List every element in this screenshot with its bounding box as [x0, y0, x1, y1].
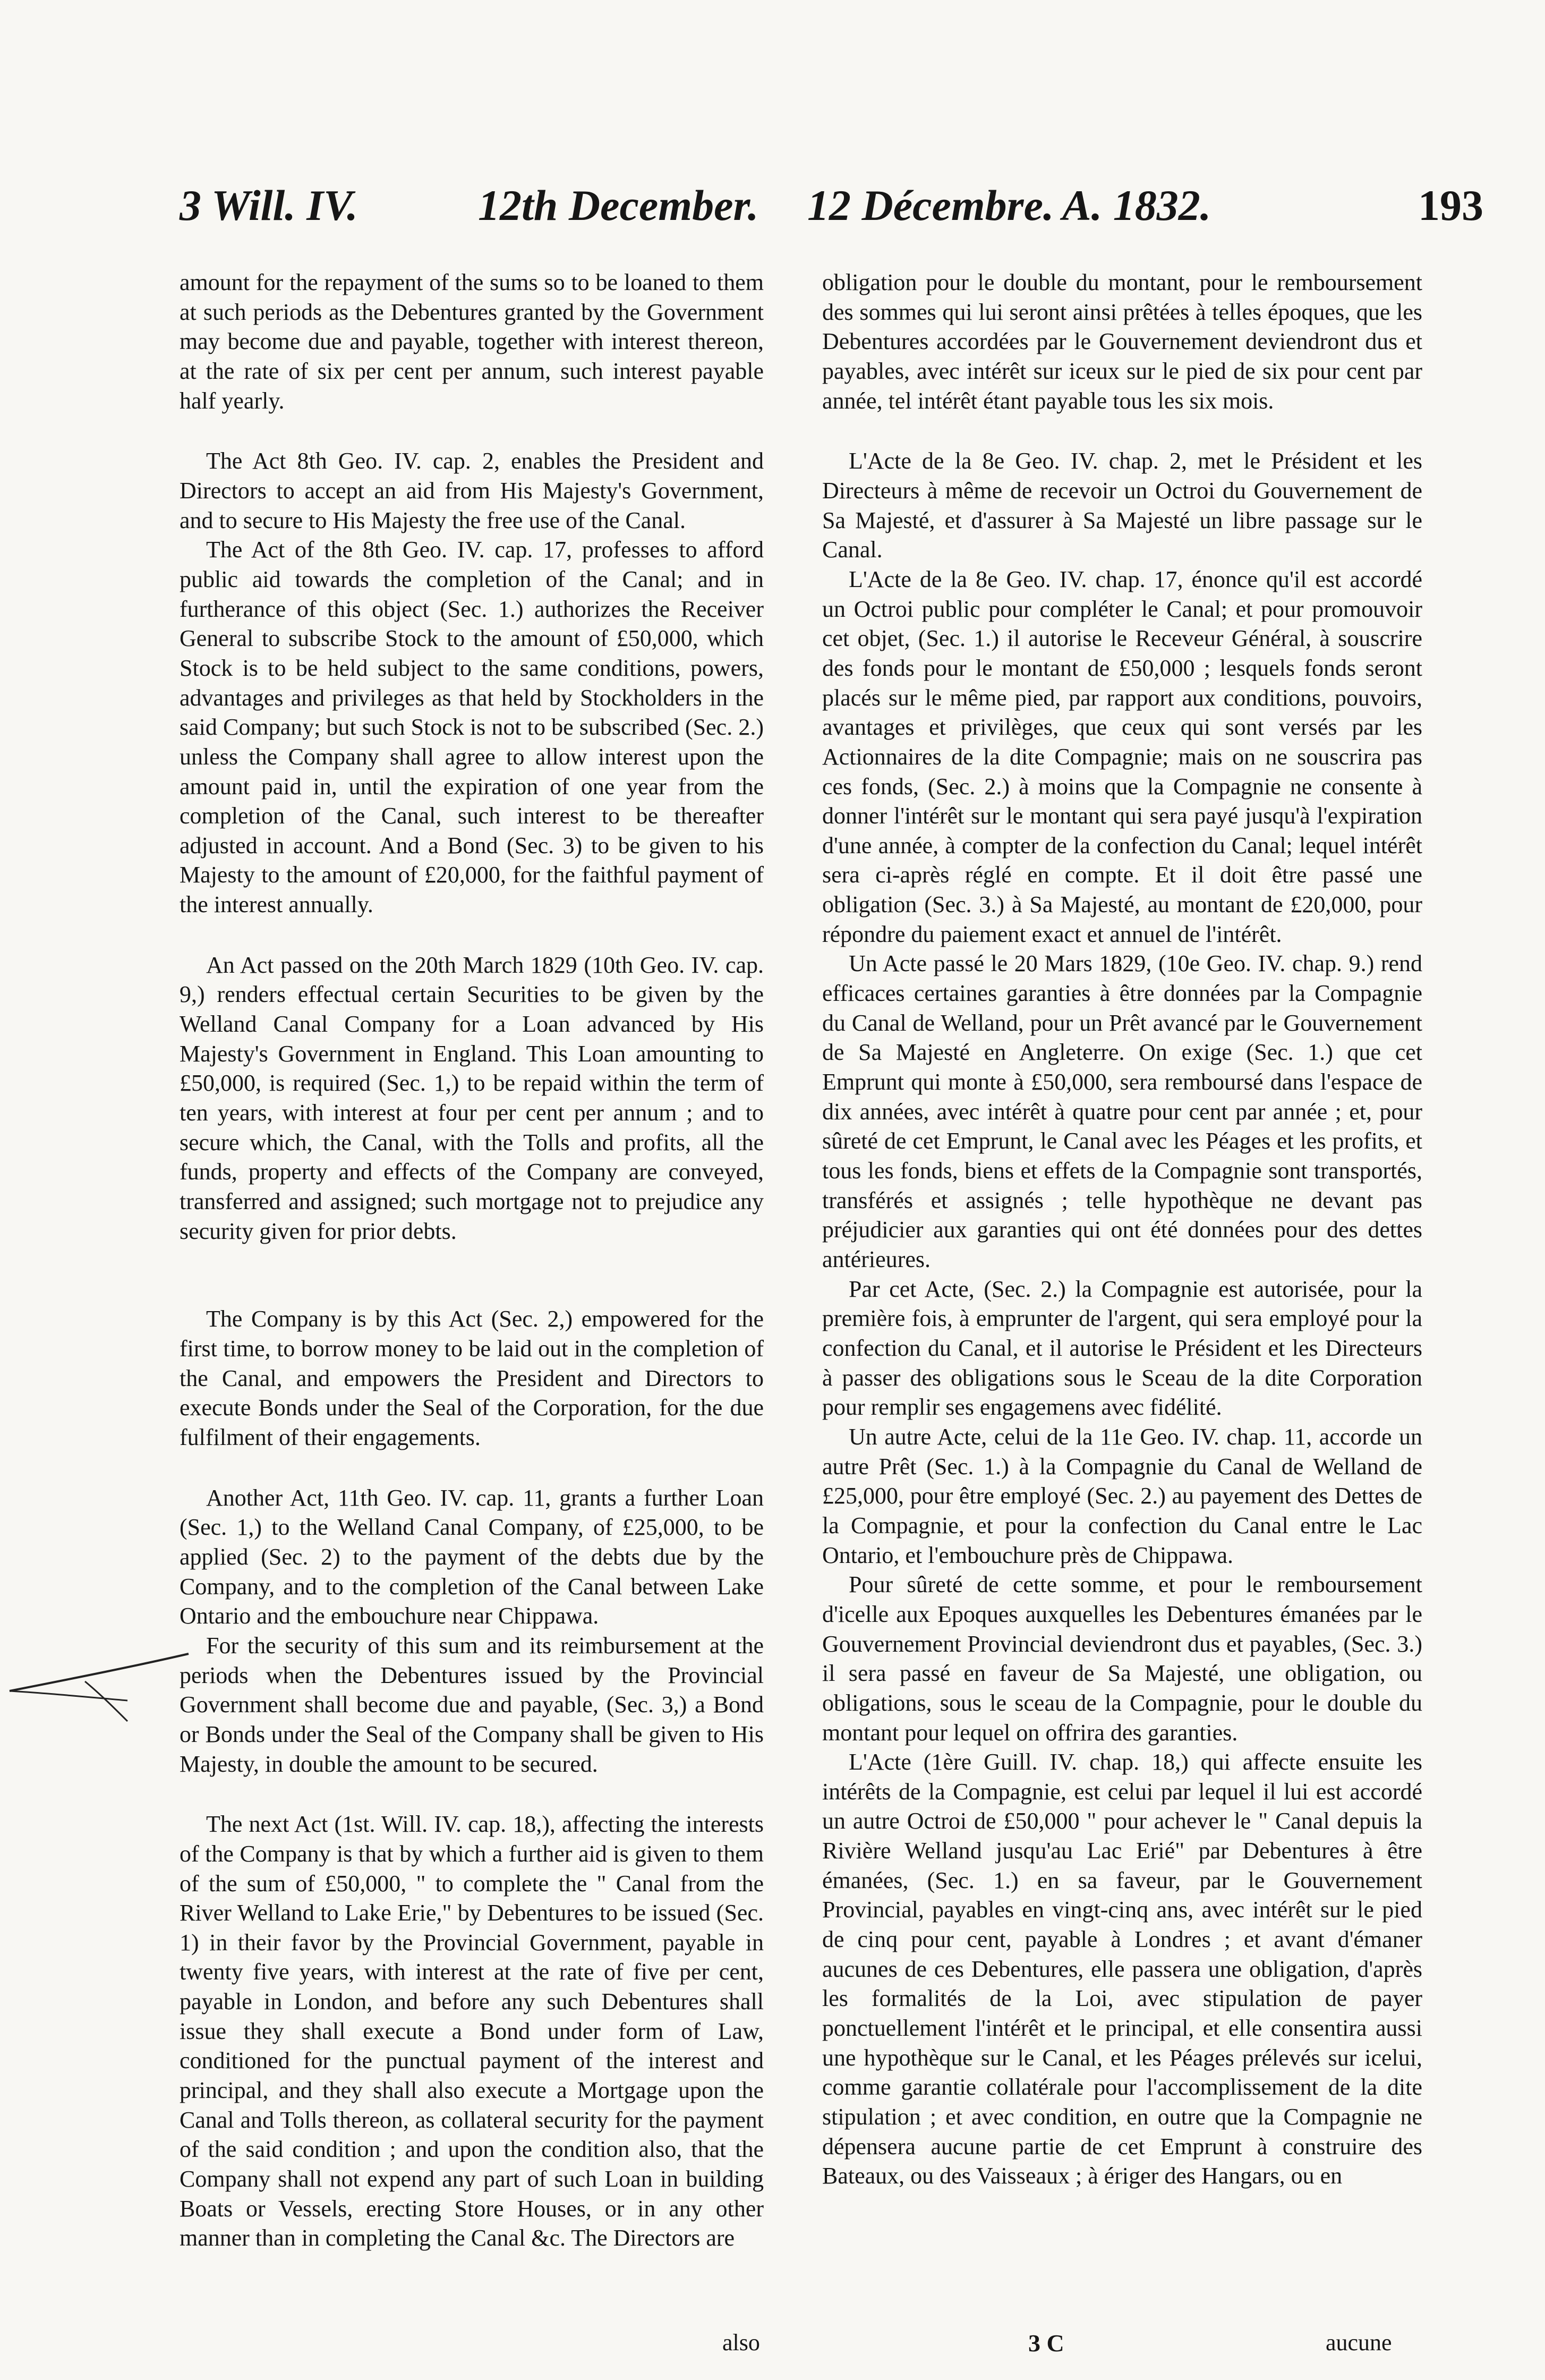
catchword-english: also — [722, 2330, 760, 2356]
paragraph-fr-5: Par cet Acte, (Sec. 2.) la Compagnie est autorisée, pour la première fois, à emprunter de l'argent, qui sera employé pour la confection du Canal, et il autorise le Président et les Directeurs à passer des obligations sous le Sceau de la dite Corporation pour remplir ses engagemens avec fidélité. — [822, 1276, 1422, 1421]
header-reign: 3 Will. IV. — [180, 181, 358, 230]
paragraph-en-3: The Act of the 8th Geo. IV. cap. 17, professes to afford public aid towards the completion of the Canal; and in furtherance of this object (Sec. 1.) authorizes the Receiver General to subscribe Stock to the amount of £50,000, which Stock is to be held subject to the same conditions, powers, advantages and privileges as that held by Stockholders in the said Company; but such Stock is not to be subscribed (Sec. 2.) unless the Company shall agree to allow interest upon the amount paid in, until the expiration of one year from the completion of the Canal, such interest to be thereafter adjusted in account. And a Bond (Sec. 3) to be given to his Majesty to the amount of £20,000, for the faithful payment of the interest annually. — [180, 537, 764, 918]
paragraph-en-4: An Act passed on the 20th March 1829 (10th Geo. IV. cap. 9,) renders effectual certain Securities to be given by the Welland Canal Company for a Loan advanced by His Majesty's Government in England. This Loan amounting to £50,000, is required (Sec. 1,) to be repaid within the term of ten years, with interest at four per cent per annum ; and to secure which, the Canal, with the Tolls and profits, all the funds, property and effects of the Company are conveyed, transferred and assigned; such mortgage not to prejudice any security given for prior debts. — [180, 951, 764, 1244]
paragraph-fr-1: obligation pour le double du montant, pour le remboursement des sommes qui lui seront ainsi prêtées à telles époques, que les Debentures accordées par le Gouvernement deviendront dus et payables, avec intérêt sur iceux sur le pied de six pour cent par année, tel intérêt étant payable tous les six mois. — [822, 269, 1422, 414]
paragraph-fr-7: Pour sûreté de cette somme, et pour le remboursement d'icelle aux Epoques auxquelles les Debentures émanées par le Gouvernement Provincial deviendront dus et payables, (Sec. 3.) il sera passé en faveur de Sa Majesté, une obligation, ou obligations, sous le sceau de la Compagnie, pour le double du montant pour lequel on offrira des garanties. — [822, 1571, 1422, 1746]
paragraph-en-7: For the security of this sum and its reimbursement at the periods when the Debentures issued by the Provincial Government shall become due and payable, (Sec. 3,) a Bond or Bonds under the Seal of the Company shall be given to His Majesty, in double the amount to be secured. — [180, 1632, 764, 1777]
paragraph-en-2: The Act 8th Geo. IV. cap. 2, enables the President and Directors to accept an aid from His Majesty's Government, and to secure to His Majesty the free use of the Canal. — [180, 448, 764, 533]
english-column — [180, 268, 764, 2253]
header-date-french: 12 Décembre. — [807, 181, 1054, 230]
margin-arrow-mark — [0, 1644, 191, 1724]
paragraph-fr-8: L'Acte (1ère Guill. IV. chap. 18,) qui affecte ensuite les intérêts de la Compagnie, est celui par lequel il lui est accordé un autre Octroi de £50,000 " pour achever le " Canal depuis la Rivière Welland jusqu'au Lac Erié" par Debentures à être émanées, (Sec. 1.) en sa faveur, par le Gouvernement Provincial, payables en vingt-cinq ans, avec intérêt sur le pied de cinq pour cent, payable à Londres ; et avant d'émaner aucunes de ces Debentures, elle passera une obligation, d'après les formalités de la Loi, avec stipulation de payer ponctuellement l'intérêt et le principal, et elle consentira aussi une hypothèque sur le Canal, et les Péages prélevés sur icelui, comme garantie collatérale pour l'accomplissement de la dite stipulation ; et avec condition, en outre que la Compagnie ne dépensera aucune partie de cet Emprunt à construire des Bateaux, ou des Vaisseaux ; à ériger des Hangars, ou en — [822, 1749, 1422, 2189]
catchword-french: aucune — [1326, 2330, 1392, 2356]
french-column — [822, 268, 1422, 2191]
header-year: A. 1832. — [1062, 181, 1211, 230]
paragraph-en-1: amount for the repayment of the sums so to be loaned to them at such periods as the Debentures granted by the Government may become due and payable, together with interest thereon, at the rate of six per cent per annum, such interest payable half yearly. — [180, 269, 764, 414]
paragraph-fr-4: Un Acte passé le 20 Mars 1829, (10e Geo. IV. chap. 9.) rend efficaces certaines garanties à être données par la Compagnie du Canal de Welland, pour un Prêt avancé par le Gouvernement de Sa Majesté en Angleterre. On exige (Sec. 1.) que cet Emprunt qui monte à £50,000, sera remboursé dans l'espace de dix années, avec intérêt à quatre pour cent par année ; et, pour sûreté de cet Emprunt, le Canal avec les Péages et les profits, et tous les fonds, biens et effets de la Compagnie sont transportés, transférés et assignés ; telle hypothèque ne devant pas préjudicier aux garanties qui ont été données pour des dettes antérieures. — [822, 950, 1422, 1272]
paragraph-en-5: The Company is by this Act (Sec. 2,) empowered for the first time, to borrow money to be laid out in the completion of the Canal, and empowers the President and Directors to execute Bonds under the Seal of the Corporation, for the due fulfilment of their engagements. — [180, 1306, 764, 1450]
header-date-english: 12th December. — [478, 181, 759, 230]
paragraph-fr-2: L'Acte de la 8e Geo. IV. chap. 2, met le Président et les Directeurs à même de recevoir un Octroi du Gouvernement de Sa Majesté, et d'assurer à Sa Majesté un libre passage sur le Canal. — [822, 448, 1422, 563]
signature-mark: 3 C — [1028, 2330, 1064, 2357]
paragraph-fr-3: L'Acte de la 8e Geo. IV. chap. 17, énonce qu'il est accordé un Octroi public pour compléter le Canal; et pour promouvoir cet objet, (Sec. 1.) il autorise le Receveur Général, à souscrire des fonds pour le montant de £50,000 ; lesquels fonds seront placés sur le même pied, par rapport aux conditions, pouvoirs, avantages et privilèges, que ceux qui sont versés par les Actionnaires de la dite Compagnie; mais on ne souscrira pas ces fonds, (Sec. 2.) à moins que la Compagnie ne consente à donner l'intérêt sur le montant qui sera payé jusqu'à l'expiration d'une année, à compter de la confection du Canal; lequel intérêt sera ci-après réglé en compte. Et il doit être passé une obligation (Sec. 3.) à Sa Majesté, au montant de £20,000, pour répondre du paiement exact et annuel de l'intérêt. — [822, 566, 1422, 947]
paragraph-fr-6: Un autre Acte, celui de la 11e Geo. IV. chap. 11, accorde un autre Prêt (Sec. 1.) à la Compagnie du Canal de Welland de £25,000, pour être employé (Sec. 2.) au payement des Dettes de la Compagnie, et pour la confection du Canal entre le Lac Ontario, et l'embouchure près de Chippawa. — [822, 1423, 1422, 1568]
paragraph-en-6: Another Act, 11th Geo. IV. cap. 11, grants a further Loan (Sec. 1,) to the Welland Canal Company, of £25,000, to be applied (Sec. 2) to the payment of the debts due by the Company, and to the completion of the Canal between Lake Ontario and the embouchure near Chippawa. — [180, 1484, 764, 1629]
paragraph-en-8: The next Act (1st. Will. IV. cap. 18,), affecting the interests of the Company is that by which a further aid is given to them of the sum of £50,000, " to complete the " Canal from the River Welland to Lake Erie," by Debentures to be issued (Sec. 1) in their favor by the Provincial Government, payable in twenty five years, with interest at the rate of five per cent, payable in London, and before any such Debentures shall issue they shall execute a Bond under form of Law, conditioned for the punctual payment of the interest and principal, and they shall also execute a Mortgage upon the Canal and Tolls thereon, as collateral security for the payment of the said condition ; and upon the condition also, that the Company shall not expend any part of such Loan in building Boats or Vessels, erecting Store Houses, or in any other manner than in completing the Canal &c. The Directors are — [180, 1811, 764, 2251]
page-number: 193 — [1418, 181, 1483, 230]
